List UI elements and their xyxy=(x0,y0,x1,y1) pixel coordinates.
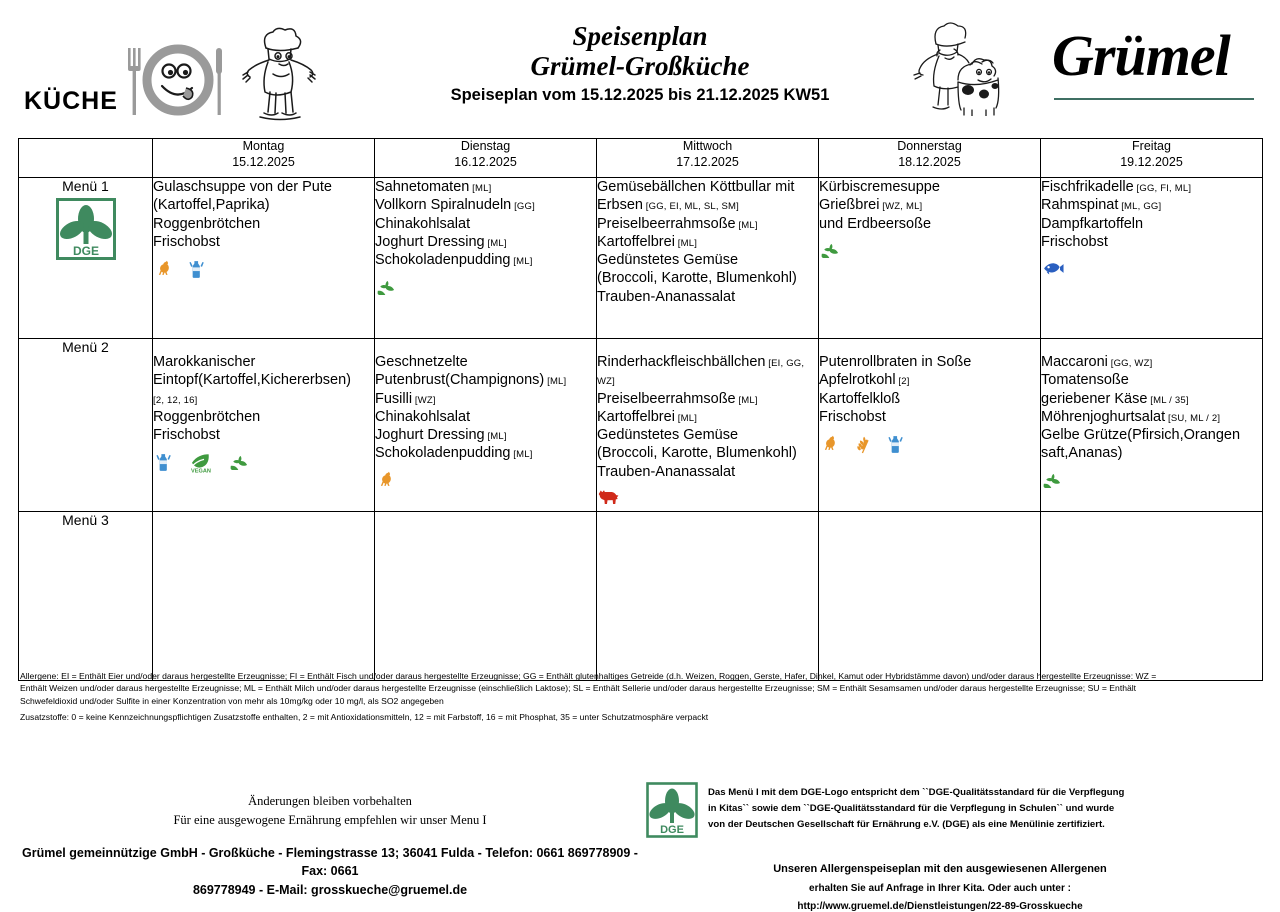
allergen-legend-line-2: Enthält Weizen und/oder daraus hergestellte Erzeugnisse; ML = Enthält Milch und/oder daraus hergestellte Erzeugnisse (einschließlich Laktose); SL = Enthält Sellerie und/oder daraus hergestellte Erzeugnisse; SM = Enthält Sesamsamen und/oder daraus hergestellte Erzeugnisse; SU = Enthält xyxy=(20,683,1137,694)
dish-line xyxy=(819,390,1040,408)
day-date: 16.12.2025 xyxy=(454,154,517,169)
dish-name: Gelbe Grütze(Pfirsich,Orangen xyxy=(1041,427,1241,444)
dish-line xyxy=(153,390,374,408)
dge-logo-icon xyxy=(56,198,116,260)
dge-logo-icon xyxy=(646,782,698,838)
dish-line xyxy=(1041,371,1262,389)
dish-line xyxy=(597,178,818,196)
dish-line xyxy=(375,426,596,444)
menu-label-cell-2 xyxy=(19,339,153,512)
page-title xyxy=(400,22,880,105)
dish-line xyxy=(375,178,596,196)
dge-text-line-1: Das Menü I mit dem DGE-Logo entspricht dem ``DGE-Qualitätsstandard für die Verpflegung xyxy=(708,787,1125,798)
gruemel-brand-text: Grümel xyxy=(1052,23,1230,88)
vegetarian-icon xyxy=(819,240,840,261)
dish-name: Vollkorn Spiralnudeln xyxy=(375,197,512,214)
menu-label: Menü 1 xyxy=(62,178,109,194)
dish-line xyxy=(597,353,818,390)
day-header-montag xyxy=(153,139,375,178)
dish-name: (Broccoli, Karotte, Blumenkohl) xyxy=(597,445,797,462)
dish-name: Preiselbeerrahmsoße xyxy=(597,215,736,232)
allergen-tag: [ML, GG] xyxy=(1118,201,1162,213)
dish-icon-row xyxy=(819,239,1040,263)
footer-right xyxy=(640,782,1270,912)
dish-cell-menu3-mittwoch xyxy=(597,511,819,680)
allergen-tag: [ML] xyxy=(544,376,567,388)
dish-name: Tomatensoße xyxy=(1041,372,1129,389)
dge-text-line-2: in Kitas`` sowie dem ``DGE-Qualitätsstandard für die Verpflegung in Schulen`` und wurde xyxy=(708,802,1115,814)
dish-cell-menu3-donnerstag xyxy=(819,511,1041,680)
dish-icon-row xyxy=(153,257,374,281)
company-address-line-2: 869778949 - E-Mail: grosskueche@gruemel.de xyxy=(192,883,468,897)
allergen-tag: [2, 12, 16] xyxy=(153,394,198,406)
day-name: Mittwoch xyxy=(682,139,733,153)
dish-name: (Broccoli, Karotte, Blumenkohl) xyxy=(597,270,797,287)
dish-line xyxy=(597,444,818,462)
dge-text-line-3: von der Deutschen Gesellschaft für Ernährung e.V. (DGE) als eine Menülinie zertifiziert. xyxy=(708,818,1105,830)
dish-cell-menu3-montag xyxy=(153,511,375,680)
allergen-tag: [EI, GG, WZ] xyxy=(597,358,805,388)
dish-name: Rahmspinat xyxy=(1041,197,1119,214)
dish-name: Gedünstetes Gemüse xyxy=(597,427,739,444)
recommendation-note: Für eine ausgewogene Ernährung empfehlen wir unser Menu I xyxy=(173,812,487,827)
dish-line xyxy=(597,390,818,408)
dish-line xyxy=(375,215,596,233)
dish-line xyxy=(597,463,818,481)
milk-icon xyxy=(153,452,174,473)
dish-name: Eintopf(Kartoffel,Kichererbsen) xyxy=(153,372,352,389)
dish-line xyxy=(597,215,818,233)
dish-line xyxy=(597,196,818,214)
dish-name: (Kartoffel,Paprika) xyxy=(153,197,270,214)
kueche-logo-text: KÜCHE xyxy=(24,87,118,115)
dish-line xyxy=(375,233,596,251)
dish-name: Chinakohlsalat xyxy=(375,408,471,425)
day-header-freitag xyxy=(1041,139,1263,178)
dish-name: Marokkanischer xyxy=(153,354,256,370)
dish-name: Schokoladenpudding xyxy=(375,445,511,462)
dish-name: Kartoffelkloß xyxy=(819,390,901,407)
menu-row-1 xyxy=(19,178,1263,339)
additives-legend-line: Zusatzstoffe: 0 = keine Kennzeichnungspflichtigen Zusatzstoffe enthalten, 2 = mit Antioxidationsmitteln, 12 = mit Farbstoff, 16 = mit Phosphat, 35 = unter Schutzatmosphäre verpackt xyxy=(20,712,709,723)
allergen-tag: [ML] xyxy=(469,183,492,194)
dish-cell-menu2-dienstag xyxy=(375,339,597,512)
dish-cell-menu2-donnerstag xyxy=(819,339,1041,512)
title-line-2: Grümel-Großküche xyxy=(530,51,750,82)
gruemel-underline-rule xyxy=(1054,98,1254,100)
dish-name: Frischobst xyxy=(819,408,886,425)
menu-label-cell-1 xyxy=(19,178,153,339)
dish-line xyxy=(1041,444,1262,462)
dish-line xyxy=(375,390,596,408)
dish-cell-menu3-dienstag xyxy=(375,511,597,680)
dish-name: Gedünstetes Gemüse xyxy=(597,252,739,269)
day-name: Donnerstag xyxy=(897,139,962,153)
gruemel-logo xyxy=(902,14,1262,120)
allergen-tag: [WZ] xyxy=(412,394,436,406)
day-date: 18.12.2025 xyxy=(898,154,961,169)
allergen-legend-line-1: Allergene: EI = Enthält Eier und/oder daraus hergestellte Erzeugnisse; FI = Enthält Fisch und/oder daraus hergestellte Erzeugnisse; GG = Enthält glutenhaltiges Getreide (d.h. Weizen, Roggen, Gerste, Hafer, Dinkel, Kamut oder Hybridstämme davon) und/oder daraus hergestellte Erzeugnisse: WZ = xyxy=(20,671,1157,681)
dish-name: Kürbiscremesuppe xyxy=(819,179,940,195)
vegetarian-icon xyxy=(375,277,396,298)
menu-label-cell-3 xyxy=(19,511,153,680)
grain-icon xyxy=(852,434,873,455)
dish-name: Frischobst xyxy=(1041,233,1108,250)
dish-name: Putenrollbraten in Soße xyxy=(819,354,972,370)
allergen-plan-url[interactable]: http://www.gruemel.de/Dienstleistungen/22-89-Grosskueche xyxy=(797,900,1083,912)
title-line-1: Speisenplan xyxy=(572,21,708,51)
allergen-tag: [SU, ML / 2] xyxy=(1165,412,1221,424)
chef-with-cow-icon xyxy=(912,20,1012,116)
dish-name: Sahnetomaten xyxy=(375,179,470,195)
dish-name: Frischobst xyxy=(153,427,220,444)
dish-line xyxy=(1041,353,1262,371)
dish-line xyxy=(375,196,596,214)
dish-line xyxy=(153,408,374,426)
allergen-legend-line-3: Schwefeldioxid und/oder Sulfite in einer Konzentration von mehr als 10mg/kg oder 10 mg/l, als SO2 angegeben xyxy=(20,695,444,706)
title-line-3: Speiseplan vom 15.12.2025 bis 21.12.2025 KW51 xyxy=(450,86,830,105)
dish-icon-row xyxy=(1041,469,1262,493)
day-name: Freitag xyxy=(1132,139,1171,153)
dish-line xyxy=(819,353,1040,371)
dish-cell-menu1-freitag xyxy=(1041,178,1263,339)
allergen-tag: [ML] xyxy=(510,256,533,268)
dish-name: Trauben-Ananassalat xyxy=(597,288,736,305)
dish-line xyxy=(1041,408,1262,426)
dish-line xyxy=(597,251,818,269)
dish-cell-menu1-dienstag xyxy=(375,178,597,339)
dish-line xyxy=(597,269,818,287)
dish-name: Dampfkartoffeln xyxy=(1041,215,1144,232)
dish-name: saft,Ananas) xyxy=(1041,445,1123,462)
dish-line xyxy=(153,196,374,214)
day-header-row xyxy=(19,139,1263,178)
dish-name: geriebener Käse xyxy=(1041,390,1148,407)
allergen-plan-info xyxy=(640,860,1240,912)
dish-name: Apfelrotkohl xyxy=(819,372,896,389)
dish-icon-row xyxy=(597,487,818,511)
milk-icon xyxy=(186,259,207,280)
dish-name: Schokoladenpudding xyxy=(375,252,511,269)
footer-left xyxy=(20,792,640,900)
dish-name: Geschnetzelte xyxy=(375,354,468,370)
allergen-tag: [ML] xyxy=(735,394,758,406)
day-name: Dienstag xyxy=(460,139,511,153)
dish-name: Joghurt Dressing xyxy=(375,233,485,250)
dish-line xyxy=(819,178,1040,196)
dish-line xyxy=(1041,426,1262,444)
dish-line xyxy=(1041,233,1262,251)
dish-name: Gemüsebällchen Köttbullar mit xyxy=(597,179,795,195)
dish-line xyxy=(1041,390,1262,408)
allergen-tag: [GG, EI, ML, SL, SM] xyxy=(642,201,740,213)
allergen-legend xyxy=(20,670,1260,724)
vegetarian-icon xyxy=(1041,470,1062,491)
changes-note: Änderungen bleiben vorbehalten xyxy=(248,794,412,808)
dish-name: Rinderhackfleischbällchen xyxy=(597,354,766,370)
dish-line xyxy=(597,408,818,426)
svg-text:DGE: DGE xyxy=(72,244,99,258)
dish-line xyxy=(1041,178,1262,196)
dish-icon-row xyxy=(375,275,596,299)
dish-line xyxy=(819,196,1040,214)
dish-name: Maccaroni xyxy=(1041,354,1108,370)
allergen-tag: [ML] xyxy=(674,237,698,249)
allergen-tag: [2] xyxy=(895,376,910,388)
dish-line xyxy=(819,215,1040,233)
dish-name: und Erdbeersoße xyxy=(819,215,932,232)
dish-cell-menu2-montag xyxy=(153,339,375,512)
dish-name: Gulaschsuppe von der Pute xyxy=(153,179,332,195)
dish-name: Roggenbrötchen xyxy=(153,408,261,425)
day-header-dienstag xyxy=(375,139,597,178)
dish-name: Erbsen xyxy=(597,197,643,214)
chef-cook-icon xyxy=(240,26,318,122)
dish-name: Grießbrei xyxy=(819,197,880,214)
dish-name: Roggenbrötchen xyxy=(153,215,261,232)
page-header xyxy=(0,0,1280,130)
dish-line xyxy=(597,426,818,444)
kueche-logo xyxy=(24,22,324,122)
vegetarian-icon xyxy=(228,452,249,473)
dish-name: Trauben-Ananassalat xyxy=(597,463,736,480)
allergen-tag: [ML] xyxy=(510,449,533,461)
dish-line xyxy=(375,408,596,426)
dish-cell-menu1-montag xyxy=(153,178,375,339)
svg-text:VEGAN: VEGAN xyxy=(191,468,211,475)
allergen-tag: [GG, WZ] xyxy=(1107,358,1153,369)
dish-icon-row xyxy=(375,469,596,493)
table-head xyxy=(19,139,1263,178)
dish-cell-menu2-freitag xyxy=(1041,339,1263,512)
dish-icon-row xyxy=(1041,257,1262,281)
dish-name: Kartoffelbrei xyxy=(597,233,675,250)
dish-name: Möhrenjoghurtsalat xyxy=(1041,408,1166,425)
dish-name: Fusilli xyxy=(375,390,413,407)
dish-cell-menu1-mittwoch xyxy=(597,178,819,339)
dish-line xyxy=(153,178,374,196)
chicken-icon xyxy=(375,470,396,491)
menu-label: Menü 3 xyxy=(62,511,109,528)
weekly-menu-table xyxy=(18,138,1263,681)
svg-text:DGE: DGE xyxy=(660,824,684,836)
dish-icon-row xyxy=(153,450,374,474)
day-date: 19.12.2025 xyxy=(1120,154,1183,169)
allergen-tag: [ML] xyxy=(484,237,507,249)
dish-line xyxy=(597,288,818,306)
milk-icon xyxy=(885,434,906,455)
dish-line xyxy=(1041,215,1262,233)
dish-line xyxy=(1041,196,1262,214)
allergen-tag: [GG] xyxy=(511,201,535,213)
dish-name: Preiselbeerrahmsoße xyxy=(597,390,736,407)
dish-icon-row xyxy=(819,432,1040,456)
dish-cell-menu1-donnerstag xyxy=(819,178,1041,339)
fish-icon xyxy=(1041,259,1062,280)
menu-label: Menü 2 xyxy=(62,339,109,355)
allergen-plan-line-1: Unseren Allergenspeiseplan mit den ausgewiesenen Allergenen xyxy=(773,863,1107,875)
day-date: 17.12.2025 xyxy=(676,154,739,169)
dge-certification-text xyxy=(708,782,1124,832)
allergen-tag: [ML] xyxy=(484,431,507,443)
dish-line xyxy=(819,408,1040,426)
day-name: Montag xyxy=(242,139,285,153)
dish-name: Kartoffelbrei xyxy=(597,408,675,425)
beef-icon xyxy=(597,488,618,509)
dish-name: Frischobst xyxy=(153,233,220,250)
dish-cell-menu2-mittwoch xyxy=(597,339,819,512)
day-header-donnerstag xyxy=(819,139,1041,178)
table-body xyxy=(19,178,1263,681)
dish-name: Fischfrikadelle xyxy=(1041,179,1134,195)
plate-fork-knife-smiley-icon xyxy=(122,42,234,122)
dish-line xyxy=(597,233,818,251)
dish-line xyxy=(375,371,596,389)
menu-row-3 xyxy=(19,511,1263,680)
dish-line xyxy=(153,233,374,251)
dish-line xyxy=(153,353,374,371)
allergen-plan-line-2: erhalten Sie auf Anfrage in Ihrer Kita. Oder auch unter : xyxy=(809,882,1071,894)
company-address-line-1: Grümel gemeinnützige GmbH - Großküche - Flemingstrasse 13; 36041 Fulda - Telefon: 0661 869778909 - Fax: 0661 xyxy=(22,845,638,879)
dish-name: Putenbrust(Champignons) xyxy=(375,372,545,389)
dish-line xyxy=(153,215,374,233)
dish-name: Joghurt Dressing xyxy=(375,427,485,444)
dish-line xyxy=(375,444,596,462)
dish-line xyxy=(819,371,1040,389)
chicken-icon xyxy=(153,259,174,280)
dge-certification-block xyxy=(640,782,1270,838)
table-corner-cell xyxy=(19,139,153,178)
day-header-mittwoch xyxy=(597,139,819,178)
menu-row-2 xyxy=(19,339,1263,512)
vegan-icon xyxy=(186,450,216,474)
allergen-tag: [GG, FI, ML] xyxy=(1133,183,1192,194)
chicken-icon xyxy=(819,434,840,455)
allergen-tag: [ML] xyxy=(674,412,698,424)
allergen-tag: [ML / 35] xyxy=(1147,394,1189,406)
dish-line xyxy=(375,353,596,371)
dish-line xyxy=(153,426,374,444)
dish-line xyxy=(153,371,374,389)
allergen-tag: [WZ, ML] xyxy=(879,201,923,213)
dish-line xyxy=(375,251,596,269)
dish-cell-menu3-freitag xyxy=(1041,511,1263,680)
dish-name: Chinakohlsalat xyxy=(375,215,471,232)
allergen-tag: [ML] xyxy=(735,219,758,231)
day-date: 15.12.2025 xyxy=(232,154,295,169)
